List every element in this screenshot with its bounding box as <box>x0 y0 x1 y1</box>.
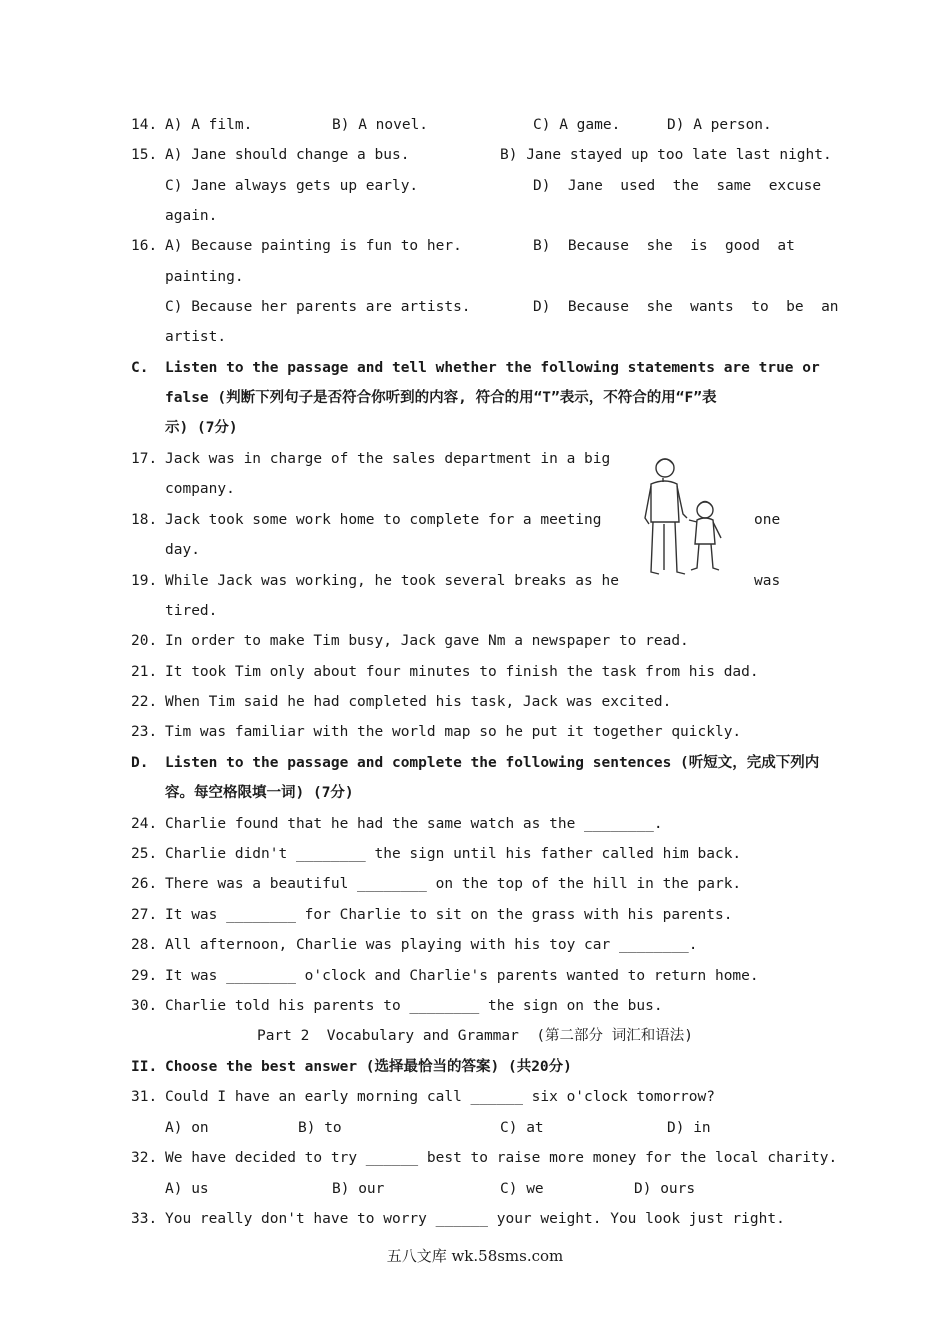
q18-text: Jack took some work home to complete for a meeting <box>165 512 602 528</box>
section-c-label: C. <box>131 360 149 376</box>
section-ii-instruction: Choose the best answer (选择最恰当的答案) (共20分) <box>165 1059 572 1075</box>
q15-option-c: C) Jane always gets up early. <box>165 178 419 194</box>
q32-option-b: B) our <box>332 1181 385 1197</box>
q31-option-a: A) on <box>165 1120 209 1136</box>
section-d-instruction-2: 容。每空格限填一词) (7分) <box>165 785 354 801</box>
q14-option-a: A) A film. <box>165 117 253 133</box>
q29-text: It was ________ o'clock and Charlie's parents wanted to return home. <box>165 968 759 984</box>
q17-text: Jack was in charge of the sales department in a big <box>165 451 611 467</box>
q31-option-d: D) in <box>667 1120 711 1136</box>
q16-option-d-cont: artist. <box>165 329 227 345</box>
q32-option-d: D) ours <box>634 1181 696 1197</box>
q14-option-b: B) A novel. <box>332 117 429 133</box>
q30-number: 30. <box>131 998 158 1014</box>
q27-number: 27. <box>131 907 158 923</box>
q16-option-b: B) Because she is good at <box>533 238 795 254</box>
section-d-instruction-1: Listen to the passage and complete the following sentences (听短文，完成下列内 <box>165 755 820 771</box>
q16-option-d: D) Because she wants to be an <box>533 299 839 315</box>
q14-option-d: D) A person. <box>667 117 772 133</box>
q14-number: 14. <box>131 117 158 133</box>
q16-number: 16. <box>131 238 158 254</box>
section-c-instruction-2: false (判断下列句子是否符合你听到的内容, 符合的用“T”表示，不符合的用“F”表 <box>165 390 717 406</box>
q15-option-a: A) Jane should change a bus. <box>165 147 410 163</box>
q15-number: 15. <box>131 147 158 163</box>
q20-number: 20. <box>131 633 158 649</box>
q18-text-right: one <box>754 512 781 528</box>
q26-text: There was a beautiful ________ on the top of the hill in the park. <box>165 876 742 892</box>
father-and-son-illustration <box>635 452 735 582</box>
q18-text-cont: day. <box>165 542 200 558</box>
q23-number: 23. <box>131 724 158 740</box>
section-c-instruction-1: Listen to the passage and tell whether the following statements are true or <box>165 360 820 376</box>
section-ii-label: II. <box>131 1059 158 1075</box>
q14-option-c: C) A game. <box>533 117 621 133</box>
q32-option-a: A) us <box>165 1181 209 1197</box>
q21-text: It took Tim only about four minutes to finish the task from his dad. <box>165 664 759 680</box>
section-c-instruction-3: 示) (7分) <box>165 420 238 436</box>
q31-number: 31. <box>131 1089 158 1105</box>
q31-option-b: B) to <box>298 1120 342 1136</box>
q33-number: 33. <box>131 1211 158 1227</box>
q25-text: Charlie didn't ________ the sign until his father called him back. <box>165 846 742 862</box>
q31-option-c: C) at <box>500 1120 544 1136</box>
q29-number: 29. <box>131 968 158 984</box>
q21-number: 21. <box>131 664 158 680</box>
q28-number: 28. <box>131 937 158 953</box>
q19-text-right: was <box>754 573 781 589</box>
q31-text: Could I have an early morning call ______ six o'clock tomorrow? <box>165 1089 715 1105</box>
q23-text: Tim was familiar with the world map so he put it together quickly. <box>165 724 742 740</box>
q32-option-c: C) we <box>500 1181 544 1197</box>
q19-number: 19. <box>131 573 158 589</box>
q16-option-c: C) Because her parents are artists. <box>165 299 471 315</box>
q17-number: 17. <box>131 451 158 467</box>
q32-text: We have decided to try ______ best to raise more money for the local charity. <box>165 1150 838 1166</box>
q19-text-cont: tired. <box>165 603 218 619</box>
q18-number: 18. <box>131 512 158 528</box>
q25-number: 25. <box>131 846 158 862</box>
q27-text: It was ________ for Charlie to sit on the grass with his parents. <box>165 907 733 923</box>
q15-option-d: D) Jane used the same excuse <box>533 178 822 194</box>
q24-text: Charlie found that he had the same watch as the ________. <box>165 816 663 832</box>
q15-option-b: B) Jane stayed up too late last night. <box>500 147 832 163</box>
q33-text: You really don't have to worry ______ your weight. You look just right. <box>165 1211 785 1227</box>
q20-text: In order to make Tim busy, Jack gave Nm a newspaper to read. <box>165 633 689 649</box>
q19-text: While Jack was working, he took several breaks as he <box>165 573 619 589</box>
part2-title: Part 2 Vocabulary and Grammar (第二部分 词汇和语法) <box>256 1028 694 1044</box>
q32-number: 32. <box>131 1150 158 1166</box>
q24-number: 24. <box>131 816 158 832</box>
q28-text: All afternoon, Charlie was playing with his toy car ________. <box>165 937 698 953</box>
q26-number: 26. <box>131 876 158 892</box>
q17-text-cont: company. <box>165 481 235 497</box>
q22-number: 22. <box>131 694 158 710</box>
q15-option-d-cont: again. <box>165 208 218 224</box>
q16-option-a: A) Because painting is fun to her. <box>165 238 462 254</box>
q16-option-b-cont: painting. <box>165 269 244 285</box>
footer-watermark: 五八文库 wk.58sms.com <box>386 1247 564 1265</box>
q22-text: When Tim said he had completed his task, Jack was excited. <box>165 694 672 710</box>
q30-text: Charlie told his parents to ________ the sign on the bus. <box>165 998 663 1014</box>
section-d-label: D. <box>131 755 149 771</box>
